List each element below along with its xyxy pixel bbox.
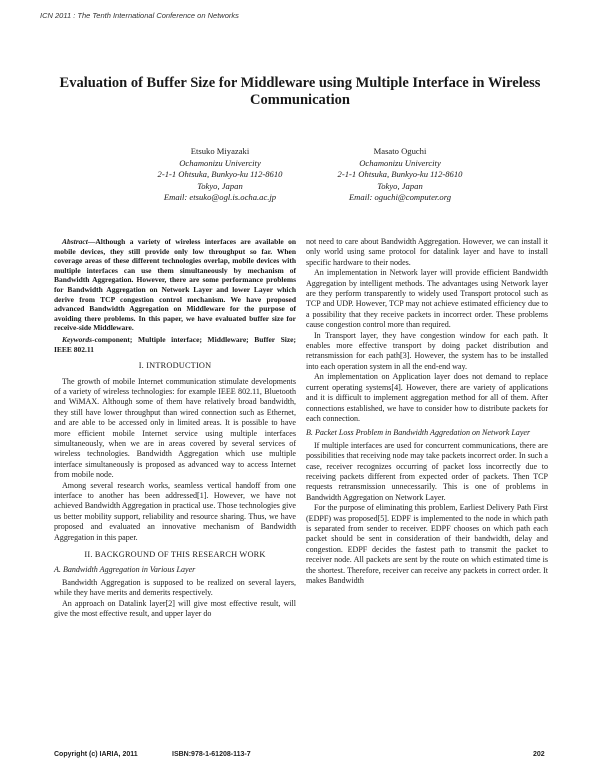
keywords-label: Keywords bbox=[62, 334, 92, 344]
keywords bbox=[54, 335, 296, 354]
author-affiliation: Ochamonizu Univercity bbox=[359, 157, 441, 168]
paragraph: Among several research works, seamless vertical handoff from one interface to another has been addressed[1]. However, we have not achieved Bandwidth Aggregation in practical use. Those technologies give us better mobility support, reliability and resource sharing. Thus, we have proposed and evaluated an innovative mechanism of Bandwidth Aggregation in this paper. bbox=[54, 480, 296, 542]
paragraph: For the purpose of eliminating this problem, Earliest Delivery Path First (EDPF) was proposed[5]. EDPF is implemented to the node in which path is separated from sender to receiver. EDPF chooses on which path each packet should be sent in consideration of their bandwidth, delay and congestion. EDPF decides the fastest path to transmit the packet to receiver node. All packets are sent by the route on which estimated time is the shortest. Therefore, receiver can receive any packets in correct order. It makes Bandwidth bbox=[306, 503, 548, 585]
keywords-text: -component; Multiple interface; Middleware; Buffer Size; IEEE 802.11 bbox=[54, 334, 296, 354]
left-column bbox=[54, 237, 296, 619]
title-line-2: Communication bbox=[250, 92, 350, 108]
paragraph: not need to care about Bandwidth Aggregation. However, we can install it only world using same protocol for datalink layer and have to install specific hardware to their nodes. bbox=[306, 237, 548, 267]
section-heading-background: II. BACKGROUND OF THIS RESEARCH WORK bbox=[84, 550, 266, 560]
author-block-1 bbox=[120, 146, 320, 204]
author-name: Etsuko Miyazaki bbox=[190, 146, 250, 156]
author-name: Masato Oguchi bbox=[373, 146, 427, 156]
author-email: Email: oguchi@computer.org bbox=[348, 192, 452, 203]
paragraph: If multiple interfaces are used for concurrent communications, there are possibilities that receiving node may take packets incorrect order. In such a case, receiver recognizes occurring of packet loss incorrectly due to receiving packets different from expected order of packets. Then TCP requests retransmission unnecessarily. This is one of problems in Bandwidth Aggregation on Network Layer. bbox=[306, 440, 548, 502]
paragraph: An implementation in Network layer will provide efficient Bandwidth Aggregation by intelligent methods. The advantages using Network layer are they perform transparently to widely used Transport protocol such as TCP and UDP. However, TCP may not achieve estimated efficiency due to a possibility that they receive packets in incorrect order. These problems cause congestion control more than required. bbox=[306, 268, 548, 330]
footer-copyright: Copyright (c) IARIA, 2011 bbox=[54, 751, 138, 758]
subsection-heading-b: B. Packet Loss Problem in Bandwidth Aggredation on Network Layer bbox=[306, 428, 531, 438]
section-heading-introduction: I. INTRODUCTION bbox=[138, 361, 212, 371]
paragraph: In Transport layer, they have congestion window for each path. It enables more effective transport by doing packet distribution and retransmission for each path[3]. However, the system has to be installed into each operation system in all the end-end way. bbox=[306, 330, 548, 371]
author-email: Email: etsuko@ogl.is.ocha.ac.jp bbox=[163, 192, 277, 203]
paper-title bbox=[50, 75, 550, 109]
paragraph: Bandwidth Aggregation is supposed to be realized on several layers, while they have merits and demerits respectively. bbox=[54, 577, 296, 598]
abstract-label: Abstract bbox=[62, 237, 88, 246]
abstract-text: —Although a variety of wireless interfaces are available on mobile devices, they still provide only low throughput so far. When coverage areas of these different technologies overlap, mobile devices with multiple interfaces can use them simultaneously by mechanism of Bandwidth Aggregation. However, there are some performance problems for Bandwidth Aggregation on Network Layer and lower Layer which derive from TCP congestion control mechanism. We have proposed advanced Bandwidth Aggregation on Middleware for the purpose of avoiding there problems. In this paper, we have evaluated buffer size for receive-side Middleware. bbox=[54, 237, 296, 333]
abstract bbox=[54, 237, 296, 333]
paragraph: An approach on Datalink layer[2] will give most effective result, will give the most effective result, and upper layer do bbox=[54, 598, 296, 619]
author-affiliation: Ochamonizu Univercity bbox=[179, 157, 261, 168]
author-address: 2-1-1 Ohtsuka, Bunkyo-ku 112-8610 bbox=[337, 169, 463, 180]
author-city: Tokyo, Japan bbox=[197, 180, 243, 191]
footer-isbn: ISBN:978-1-61208-113-7 bbox=[172, 751, 251, 758]
author-block-2 bbox=[300, 146, 500, 204]
conference-header: ICN 2011 : The Tenth International Conference on Networks bbox=[40, 11, 239, 20]
paragraph: The growth of mobile Internet communication stimulate developments of a variety of wireless technologies: for example IEEE 802.11, Bluetooth and WiMAX. Although some of them have relatively broad bandwidth, they still have lower throughput than wired connection such as Ethernet, and are able to be accessed only in limited areas. It is possible to have more efficient mobile Internet service using multiple interfaces simultaneously, when we are in areas covered by several services of wireless technologies. Bandwidth Aggregation which use multiple interface simultaneously is proposed as advanced way to access Internet from mobile node. bbox=[54, 376, 296, 480]
subsection-heading-a: A. Bandwidth Aggregation in Various Layer bbox=[54, 565, 196, 575]
author-address: 2-1-1 Ohtsuka, Bunkyo-ku 112-8610 bbox=[157, 169, 283, 180]
right-column bbox=[306, 237, 548, 586]
paragraph: An implementation on Application layer does not demand to replace current operating systems[4]. However, there are variety of applications and it is difficult to implement aggregation method for all of them. After connections established, we have to consider how to distribute packets for each connection. bbox=[306, 372, 548, 423]
author-city: Tokyo, Japan bbox=[377, 180, 423, 191]
title-line-1: Evaluation of Buffer Size for Middleware using Multiple Interface in Wireless bbox=[59, 75, 541, 91]
page-number: 202 bbox=[533, 751, 545, 758]
